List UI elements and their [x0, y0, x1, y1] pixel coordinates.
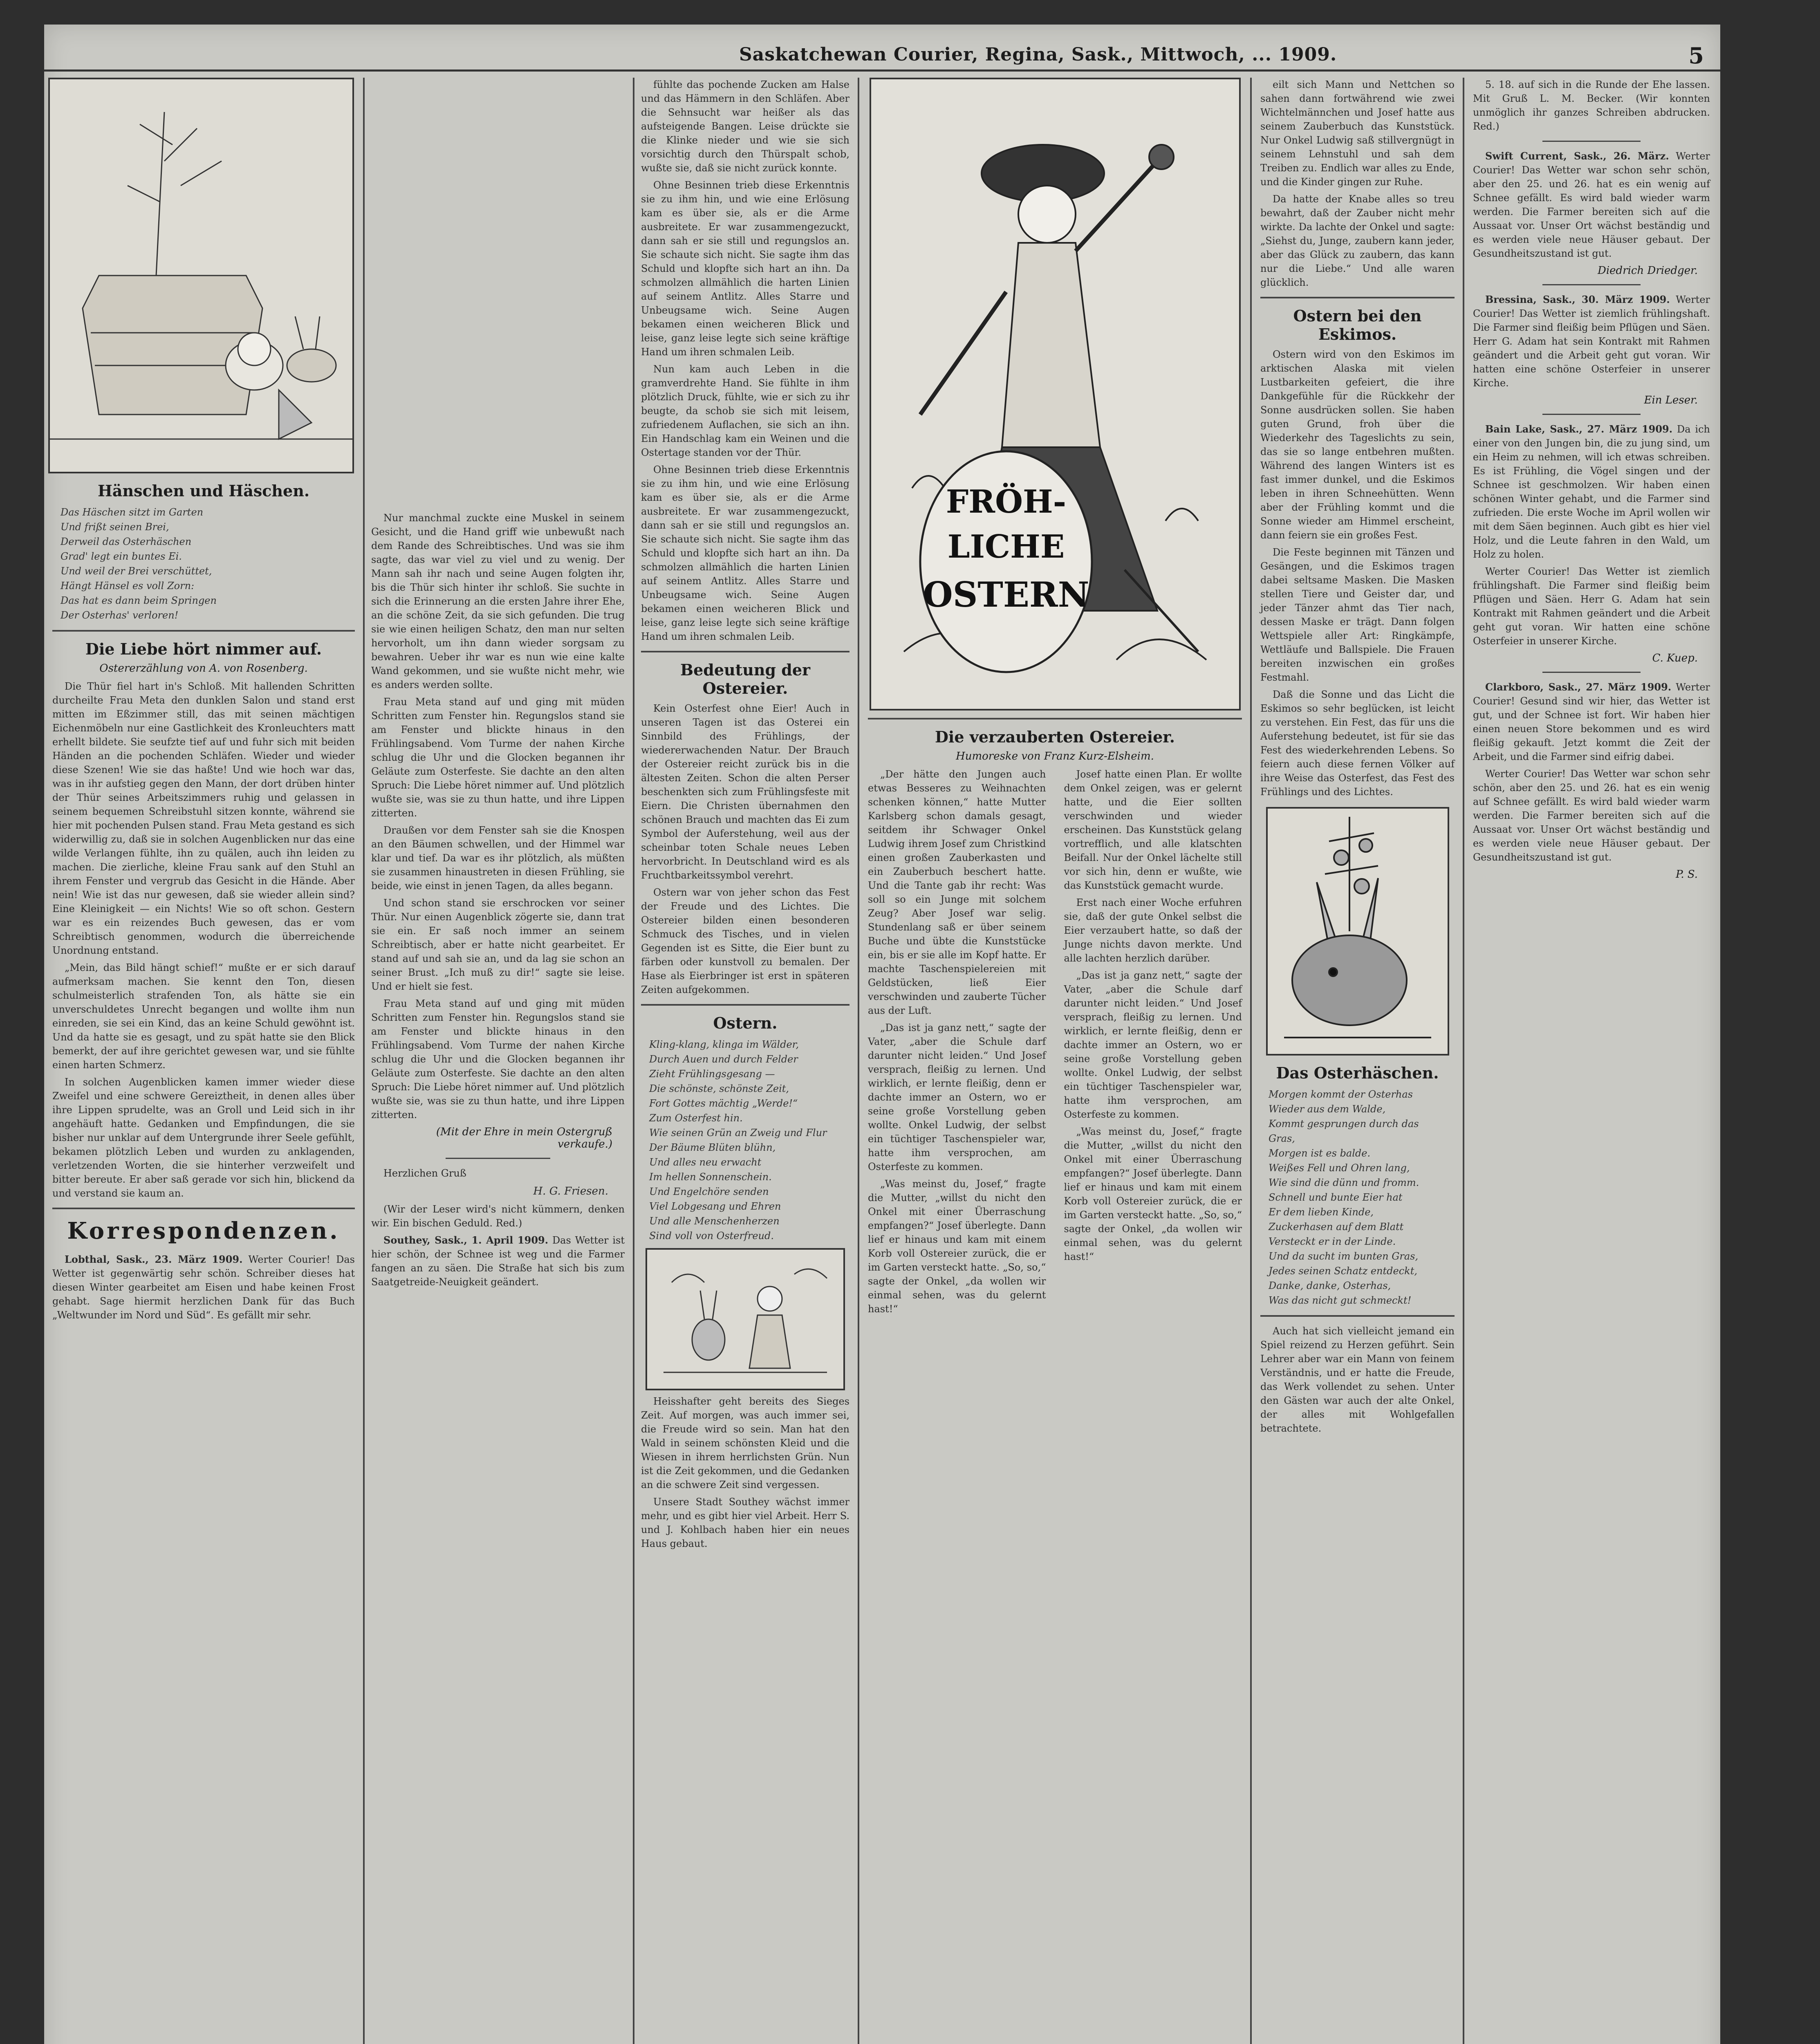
page-number: 5 — [1688, 43, 1704, 69]
correspondent-name: Ein Leser. — [1644, 394, 1698, 406]
poem-line: Zuckerhasen auf dem Blatt — [1269, 1221, 1404, 1233]
paragraph: Frau Meta stand auf und ging mit müden Schritten zum Fenster hin. Regungslos stand sie am Fenster und blickte hinaus in den Frühlingsabend. Vom Turme der nahen Kirche schlug die Uhr und die Glocken begannen ihr Geläute zum Osterfeste. Sie dachte an den alten Spruch: Die Liebe höret nimmer auf. Und plötzlich wußte sie, was sie zu thun hatte, und ihre Lippen zitterten. — [371, 998, 625, 1121]
paragraph: Kein Osterfest ohne Eier! Auch in unseren Tagen ist das Osterei ein Sinnbild des Frühlings, der wiedererwachenden Natur. Der Brauch der Ostereier reicht zurück bis in die ältesten Zeiten. Schon die alten Perser beschenkten sich zum Frühlingsfeste mit Eiern. Die Christen übernahmen den schönen Brauch und machten das Ei zum Symbol der Auferstehung, weil aus der scheinbar toten Schale neues Leben hervorbricht. In Deutschland wird es als Fruchtbarkeitssymbol verehrt. — [641, 703, 849, 881]
poem-line: Hängt Hänsel es voll Zorn: — [61, 580, 195, 592]
correspondence-place: Swift Current, Sask., 26. März. — [1485, 150, 1669, 162]
ostern-title: Ostern. — [713, 1014, 778, 1032]
newspaper-page — [44, 25, 1720, 2044]
greeting: Herzlichen Gruß — [383, 1168, 466, 1179]
correspondence-text: Werter Courier! Das Wetter ist gegenwärtig sehr schön. Schreiber dieses hat diesen Winter gearbeitet am Eisen und habe keinen Frost gehabt. Sage hiermit herzlichen Dank für das Buch „Weltwunder im Nord und Süd“. Es gefällt mir sehr. — [52, 1254, 355, 1321]
poem-line: Wie seinen Grün an Zweig und Flur — [649, 1127, 827, 1139]
column-3-text — [641, 78, 849, 643]
correspondence-text: Da ich einer von den Jungen bin, die zu jung sind, um ein Heim zu nehmen, will ich etwas schreiben. Es ist Frühling, die Vögel singen und der Schnee ist geschmolzen. Wir haben einen schönen Winter gehabt, und die Farmer sind zufrieden. Die erste Woche im April wollen wir mit dem Säen beginnen. Auch gibt es hier viel Holz, und die Leute fahren in den Wald, um Holz zu holen. — [1473, 424, 1710, 560]
children-easter-vignette — [646, 1248, 845, 1390]
correspondence-swift-current — [1473, 149, 1710, 260]
story-subtitle-eier: Humoreske von Franz Kurz-Elsheim. — [956, 750, 1154, 762]
paragraph: Frau Meta stand auf und ging mit müden Schritten zum Fenster hin. Regungslos stand sie am Fenster und blickte hinaus in den Frühlingsabend. Vom Turme der nahen Kirche schlug die Uhr und die Glocken begannen ihr Geläute zum Osterfeste. Sie dachte an den alten Spruch: Die Liebe höret nimmer auf. Und plötzlich wußte sie, was sie zu thun hatte, und ihre Lippen zitterten. — [371, 696, 625, 819]
correspondent-name: C. Kuep. — [1652, 652, 1698, 664]
poem-line: Der Bäume Blüten blühn, — [649, 1142, 776, 1153]
correspondence-text: Das Wetter ist hier schön, der Schnee ist weg und die Farmer fangen an zu säen. Die Straße hat sich bis zum Saatgetreide-Neuigkeit geändert. — [371, 1235, 625, 1288]
poem-line: Und alles neu erwacht — [649, 1156, 762, 1168]
poem-line: Grad' legt ein buntes Ei. — [61, 551, 182, 562]
paragraph: In solchen Augenblicken kamen immer wieder diese Zweifel und eine schwere Gereiztheit, in denen alles über ihre Lippen sprudelte, was an Groll und Leid sich in ihr angehäuft hatte. Gedanken und Empfindungen, die sie bisher nur unklar auf dem Untergrunde ihrer Seele gefühlt, bekamen plötzlich Leben und wurden zu anklagenden, verletzenden Worten, die sie hinterher verzweifelt und bitter bereute. Er aber saß gerade vor sich hin, blickend da und verstand sie kaum an. — [52, 1076, 355, 1199]
poem-line: Er dem lieben Kinde, — [1269, 1206, 1374, 1218]
correspondence-text: Werter Courier! Das Wetter war schon sehr schön, aber den 25. und 26. hat es ein wenig auf Schnee gefällt. Es wird bald wieder warm werden. Die Farmer bereiten sich auf die Aussaat vor. Unser Ort wächst beständig und es werden viele neue Häuser gebaut. Der Gesundheitszustand ist gut. — [1473, 150, 1710, 259]
story-title: Die Liebe hört nimmer auf. — [85, 640, 322, 658]
column-rule — [1250, 78, 1252, 2044]
column-3 — [637, 78, 854, 2044]
frohliche-ostern-illustration — [870, 78, 1241, 710]
column-1 — [48, 78, 629, 2044]
column-rule — [858, 78, 859, 2044]
poem-line: Kling-klang, klinga im Wälder, — [649, 1039, 799, 1050]
poem-line: Im hellen Sonnenschein. — [649, 1171, 772, 1183]
paragraph: Ohne Besinnen trieb diese Erkenntnis sie zu ihm hin, und wie eine Erlösung kam es über sie, als er die Arme ausbreitete. Er war zusammengezuckt, dann sah er sie still und regungslos an. Sie schaute sich nicht. Sie sagte ihm das Schuld und klopfte sich hart an ihn. Da schmolzen allmählich die harten Linien auf seinem Antlitz. Alles Starre und Unbeugsame wich. Seine Augen bekamen einen weicheren Blick und leise, ganz leise legte sich seine kräftige Hand um ihren schmalen Leib. — [641, 179, 849, 358]
illustration-drawing — [50, 79, 352, 472]
masthead-title: Saskatchewan Courier, Regina, Sask., Mittwoch, ... 1909. — [739, 44, 1337, 65]
easter-lady-drawing — [871, 79, 1239, 709]
paragraph: Nur manchmal zuckte eine Muskel in seinem Gesicht, und die Hand griff wie unbewußt nach dem Rande des Schreibtisches. Und was sie ihm sagte, das war viel zu viel und zu wenig. Der Mann sah ihr nach und seine Augen folgten ihr, bis die Thür sich hinter ihr schloß. Sie suchte in sich die Erinnerung an die ersten Jahre ihrer Ehe, an die schöne Zeit, da sie sich gefunden. Die trug sie wie einen heiligen Schatz, den man nur selten hervorholt, um ihn dann wieder sorgsam zu bewahren. Ueber ihr war es nun wie eine kalte Wand gekommen, und sie wußte nicht mehr, wie es anders werden sollte. — [371, 512, 625, 690]
correspondence-place: Clarkboro, Sask., 27. März 1909. — [1485, 681, 1672, 693]
paragraph: „Mein, das Bild hängt schief!“ mußte er er sich darauf aufmerksam machen. Sie kennt den Ton, diesen schulmeisterlich strafenden Ton, als hätte sie ein unverschuldetes Unrecht begangen und wollte ihm nun einreden, sie sei ein Kind, das an keine Schuld gewöhnt ist. Und da hatte sie es gesagt, und zu spät hatte sie den Blick bemerkt, der auf ihre gerichtet gewesen war, und sie fühlte einen harten Schmerz. — [52, 962, 355, 1071]
correspondence-bressina — [1473, 293, 1710, 390]
correspondent-name: H. G. Friesen. — [533, 1185, 608, 1197]
paragraph: „Das ist ja ganz nett,“ sagte der Vater, „aber die Schule darf darunter nicht leiden.“ Und Josef versprach, fleißig zu lernen. Und wirklich, er lernte fleißig, denn er dachte immer an Ostern, wo er seine große Vorstellung geben wollte. Onkel Ludwig, der selbst ein tüchtiger Taschenspieler war, hatte ihm versprochen, am Osterfeste zu kommen. — [868, 1022, 1046, 1172]
poem-line: Und da sucht im bunten Gras, — [1269, 1251, 1419, 1262]
column-5 — [1256, 78, 1459, 2044]
paragraph: Auch hat sich vielleicht jemand ein Spiel reizend zu Herzen geführt. Sein Lehrer aber war ein Mann von feinem Verständnis, und er hatte die Freude, das Werk vollendet zu sehen. Unter den Gästen war auch der alte Onkel, der alles mit Wohlgefallen betrachtete. — [1260, 1325, 1455, 1434]
child-and-bunny-illustration — [48, 78, 354, 473]
paragraph: 5. 18. auf sich in die Runde der Ehe lassen. Mit Gruß L. M. Becker. (Wir konnten unmöglich ihr ganzes Schreiben abdrucken. Red.) — [1473, 79, 1710, 132]
poem-line: Viel Lobgesang und Ehren — [649, 1201, 781, 1212]
poem-line: Und frißt seinen Brei, — [61, 521, 169, 533]
poem-line: Der Osterhas' verloren! — [61, 610, 179, 621]
poem-line: Die schönste, schönste Zeit, — [649, 1083, 789, 1094]
paragraph: Und schon stand sie erschrocken vor seiner Thür. Nur einen Augenblick zögerte sie, dann trat sie ein. Er saß noch immer an seinem Schreibtisch, aber er hatte nicht gearbeitet. Er stand auf und sah sie an, und da lag sie schon an seiner Brust. „Ich muß zu dir!“ sagte sie leise. Und er hielt sie fest. — [371, 897, 625, 992]
paragraph: Josef hatte einen Plan. Er wollte dem Onkel zeigen, was er gelernt hatte, und die Eier sollten verschwinden und wieder erscheinen. Das Kunststück gelang vortrefflich, und alle klatschten Beifall. Nur der Onkel lächelte still vor sich hin, denn er wußte, wie das Kunststück gemacht wurde. — [1064, 769, 1242, 891]
ostern-poem — [649, 1037, 841, 1243]
haschen-title: Das Osterhäschen. — [1276, 1064, 1439, 1082]
poem-line: Derweil das Osterhäschen — [61, 536, 192, 547]
story-subtitle: Ostererzählung von A. von Rosenberg. — [99, 662, 308, 675]
column-6 — [1469, 78, 1714, 2044]
paragraph: „Das ist ja ganz nett,“ sagte der Vater, „aber die Schule darf darunter nicht leiden.“ Und Josef versprach, fleißig zu lernen. Und wirklich, er lernte fleißig, denn er dachte immer an Ostern, wo er seine große Vorstellung geben wollte. Onkel Ludwig, der selbst ein tüchtiger Taschenspieler war, hatte ihm versprochen, am Osterfeste zu kommen. — [1064, 970, 1242, 1120]
poem-line: Durch Auen und durch Felder — [649, 1053, 798, 1065]
column-2-text — [371, 511, 625, 1122]
paragraph: Ostern wird von den Eskimos im arktischen Alaska mit vielen Lustbarkeiten gefeiert, die ihre Dankgefühle für die Rückkehr der Sonne ausdrücken sollen. Sie haben guten Grund, froh über die Wiederkehr des Tageslichts zu sein, das sie so lange entbehren mußten. Während des langen Winters ist es fast immer dunkel, und die Eskimos leben in ihren Schneehütten. Wenn aber der Frühling kommt und die Sonne wieder am Himmel erscheint, dann feiern sie ein großes Fest. — [1260, 349, 1455, 541]
story-title-eier: Die verzauberten Ostereier. — [935, 728, 1175, 746]
rabbit-drawing — [1268, 809, 1448, 1054]
poem-line: Morgen ist es balde. — [1269, 1148, 1371, 1159]
column-2 — [367, 78, 629, 1325]
paragraph: Unsere Stadt Southey wächst immer mehr, und es gibt hier viel Arbeit. Herr S. und J. Kohlbach haben hier ein neues Haus gebaut. — [641, 1496, 849, 1549]
poem-line: Jedes seinen Schatz entdeckt, — [1269, 1265, 1417, 1277]
story-body — [52, 679, 355, 1200]
editor-note: (Wir der Leser wird's nicht kümmern, denken wir. Ein bischen Geduld. Red.) — [371, 1204, 625, 1229]
masthead — [44, 37, 1720, 72]
column-rule — [1463, 78, 1464, 2044]
poem-line: Versteckt er in der Linde. — [1269, 1236, 1396, 1247]
poem-line: Zieht Frühlingsgesang — — [649, 1068, 775, 1080]
story-left-column — [868, 767, 1046, 1319]
poem-line: Zum Osterfest hin. — [649, 1112, 743, 1124]
correspondence-text: Werter Courier! Gesund sind wir hier, das Wetter ist gut, und der Schnee ist fort. Wir haben hier einen neuen Store bekommen und es wird fleißig gekauft. Jetzt kommt die Zeit der Arbeit, und die Farmer sind eifrig dabei. — [1473, 681, 1710, 762]
paragraph: Da hatte der Knabe alles so treu bewahrt, daß der Zauber nicht mehr wirkte. Da lachte der Onkel und sagte: „Siehst du, Junge, zaubern kann jeder, aber das Glück zu zaubern, das kann nur die Liebe.“ Und alle waren glücklich. — [1260, 193, 1455, 288]
column-5-top — [1260, 78, 1455, 289]
correspondence-place: Bressina, Sask., 30. März 1909. — [1485, 294, 1670, 305]
paragraph: Nun kam auch Leben in die gramverdrehte Hand. Sie fühlte in ihm plötzlich Druck, fühlte, wie er sich zu ihr beugte, da schob sie sich mit leisem, zufriedenem Auflachen, sie sich an ihn. Ein Handschlag kam ein Weinen und die Ostertage standen vor der Thür. — [641, 363, 849, 458]
paragraph: Werter Courier! Das Wetter war schon sehr schön, aber den 25. und 26. hat es ein wenig auf Schnee gefällt. Es wird bald wieder warm werden. Die Farmer bereiten sich auf die Aussaat vor. Unser Ort wächst beständig und es werden viele neue Häuser gebaut. Der Gesundheitszustand ist gut. — [1473, 768, 1710, 863]
correspondence-place: Southey, Sask., 1. April 1909. — [383, 1234, 549, 1246]
correspondence-title: Korrespondenzen. — [67, 1217, 340, 1244]
bedeutung-title: Bedeutung der Ostereier. — [680, 661, 811, 697]
correspondence-2 — [371, 1166, 625, 1289]
poem-line: Und alle Menschenherzen — [649, 1215, 780, 1227]
paragraph: fühlte das pochende Zucken am Halse und das Hämmern in den Schläfen. Aber die Sehnsucht war heißer als das aufsteigende Bangen. Leise drückte sie die Klinke nieder und wie sie sich vorsichtig durch den Thürspalt schob, wußte sie, daß sie nicht zurück konnte. — [641, 79, 849, 174]
paragraph: Erst nach einer Woche erfuhren sie, daß der gute Onkel selbst die Eier verzaubert hatte, so daß der Junge nichts davon merkte. Und alle lachten herzlich darüber. — [1064, 897, 1242, 964]
story-two-columns — [864, 767, 1246, 1319]
correspondence-bain-lake — [1473, 422, 1710, 648]
poem-line: Wieder aus dem Walde, — [1269, 1103, 1386, 1115]
correspondence-place: Bain Lake, Sask., 27. März 1909. — [1485, 423, 1673, 435]
paragraph: Ostern war von jeher schon das Fest der Freude und des Lichtes. Die Ostereier bilden einen besonderen Schmuck des Tisches, und in vielen Gegenden ist es Sitte, die Eier bunt zu färben oder kunstvoll zu bemalen. Der Hase als Eierbringer ist erst in späteren Zeiten aufgekommen. — [641, 887, 849, 995]
correspondence-place: Lobthal, Sask., 23. März 1909. — [65, 1253, 243, 1265]
correspondence-text: Werter Courier! Das Wetter ist ziemlich frühlingshaft. Die Farmer sind fleißig beim Pflügen und Säen. Herr G. Adam hat sein Kontrakt mit Rahmen geändert und die Arbeit geht gut voran. Wir hatten eine schöne Osterfeier in unserer Kirche. — [1473, 294, 1710, 389]
paragraph: Daß die Sonne und das Licht die Eskimos so sehr beglücken, ist leicht zu verstehen. Ein Fest, das für uns die Auferstehung bedeutet, ist für sie das Fest des wiederkehrenden Lebens. So feiern auch diese fernen Völker auf ihre Weise das Osterfest, das Fest des Frühlings und des Lichtes. — [1260, 689, 1455, 798]
eskimo-title: Ostern bei den Eskimos. — [1293, 307, 1422, 343]
vignette-drawing — [647, 1250, 843, 1389]
paragraph: eilt sich Mann und Nettchen so sahen dann fortwährend wie zwei Wichtelmännchen und Josef hatte aus seinem Zauberbuch das Kunststück. Nur Onkel Ludwig saß stillvergnügt in seinem Lehnstuhl und sah dem Treiben zu. Endlich war alles zu Ende, und die Kinder gingen zur Ruhe. — [1260, 79, 1455, 188]
story-right-column — [1064, 767, 1242, 1319]
correspondence-body — [52, 1253, 355, 1322]
poem-line: Kommt gesprungen durch das Gras, — [1269, 1118, 1419, 1144]
poem-haenschen — [61, 505, 347, 623]
poem-line: Weißes Fell und Ohren lang, — [1269, 1162, 1410, 1174]
column-3-bottom — [641, 1394, 849, 1551]
poem-line: Was das nicht gut schmeckt! — [1269, 1295, 1412, 1306]
paragraph: Ohne Besinnen trieb diese Erkenntnis sie zu ihm hin, und wie eine Erlösung kam es über sie, als er die Arme ausbreitete. Er war zusammengezuckt, dann sah er sie still und regungslos an. Sie schaute sich nicht. Sie sagte ihm das Schuld und klopfte sich hart an ihn. Da schmolzen allmählich die harten Linien auf seinem Antlitz. Alles Starre und Unbeugsame wich. Seine Augen bekamen einen weicheren Blick und leise, ganz leise legte sich seine kräftige Hand um ihren schmalen Leib. — [641, 464, 849, 642]
poem-line: Das hat es dann beim Springen — [61, 595, 217, 606]
column-6-top — [1473, 78, 1710, 133]
paragraph: Die Thür fiel hart in's Schloß. Mit hallenden Schritten durcheilte Frau Meta den dunklen Salon und stand erst mitten im Eßzimmer still, das mit seinen mächtigen Eichenmöbeln nur eine Gastlichkeit des Kronleuchters matt erhellt bildete. Sie seufzte tief auf und fuhr sich mit beiden Händen an die pochenden Schläfen. Wieder und wieder diese Szenen! Wie sie das haßte! Und wie hoch war das, was in ihr aufstieg gegen den Mann, der dort drüben hinter der Thür seines Arbeitszimmers ruhig und gelassen in seinem bequemen Schreibstuhl sitzen konnte, während sie hier mit pochenden Pulsen stand. Frau Meta gestand es sich widerwillig zu, daß sie in solchen Augenblicken nur das eine wilde Verlangen fühlte, ihn zu quälen, auch ihn leiden zu machen. Die zierliche, kleine Frau sank auf den Stuhl an ihrem Fenster und vergrub das Gesicht in die Hände. Aber nein! Wie ist das nur gewesen, daß sie wieder allein sind? Eine Kleinigkeit — ein Nichts! Wie so oft schon. Gestern war es ein reizendes Buch gewesen, das er vom Schreibtisch genommen, wodurch die überreichende Unordnung entstand. — [52, 681, 355, 956]
illustration-title-line1: FRÖH- — [946, 483, 1066, 520]
illustration-title-line2: LICHE — [947, 528, 1065, 565]
poem-line: Sind voll von Osterfreud. — [649, 1230, 774, 1242]
paragraph: „Was meinst du, Josef,“ fragte die Mutter, „willst du nicht den Onkel mit einer Überraschung empfangen?“ Josef überlegte. Dann lief er hinaus und kam mit einem Korb voll Ostereier zurück, die er im Garten versteckt hatte. „So, so,“ sagte der Onkel, „da wollen wir einmal sehen, was du gelernt hast!“ — [1064, 1126, 1242, 1262]
column-rule — [633, 78, 634, 2044]
poem-line: Morgen kommt der Osterhas — [1269, 1089, 1413, 1100]
correspondence-clarkboro — [1473, 680, 1710, 864]
paragraph: Werter Courier! Das Wetter ist ziemlich frühlingshaft. Die Farmer sind fleißig beim Pflügen und Säen. Herr G. Adam hat sein Kontrakt mit Rahmen geändert und die Arbeit geht gut voran. Wir hatten eine schöne Osterfeier in unserer Kirche. — [1473, 566, 1710, 647]
poem-line: Danke, danke, Osterhas, — [1269, 1280, 1391, 1291]
rabbit-illustration — [1266, 807, 1449, 1056]
column-5-bottom — [1260, 1324, 1455, 1435]
poem-line: Schnell und bunte Eier hat — [1269, 1192, 1403, 1203]
paragraph: Die Feste beginnen mit Tänzen und Gesängen, und die Eskimos tragen dabei seltsame Masken. Die Masken stellen Tiere und Geister dar, und jeder Tänzer ahmt das Tier nach, dessen Maske er trägt. Dann folgen Wettspiele aller Art: Ringkämpfe, Wettläufe und Ballspiele. Die Frauen bereiten inzwischen ein großes Festmahl. — [1260, 547, 1455, 683]
paragraph: „Der hätte den Jungen auch etwas Besseres zu Weihnachten schenken können,“ hatte Mutter Karlsberg schon damals gesagt, seitdem ihr Schwager Onkel Ludwig ihrem Josef zum Christkind einen großen Zauberkasten und ein Zauberbuch beschert hatte. Und die Tante gab ihr recht: Was soll so ein Junge mit solchem Zeug? Aber Josef war selig. Stundenlang saß er über seinem Buche und übte die Kunststücke ein, bis er sie alle im Kopf hatte. Er machte Taschenspielereien mit Geldstücken, ließ Eier verschwinden und zauberte Tücher aus der Luft. — [868, 769, 1046, 1016]
poem-line: Und weil der Brei verschüttet, — [61, 565, 212, 577]
eskimo-body — [1260, 347, 1455, 799]
column-4 — [864, 78, 1246, 2044]
paragraph: Draußen vor dem Fenster sah sie die Knospen an den Bäumen schwellen, und der Himmel war klar und tief. Da war es ihr plötzlich, als müßten sie zusammen hinaustreten in diesen Frühling, sie beide, wie einst in jenen Tagen, da alles begann. — [371, 825, 625, 892]
poem-line: Das Häschen sitzt im Garten — [61, 507, 204, 518]
paragraph: Heisshafter geht bereits des Sieges Zeit. Auf morgen, was auch immer sei, die Freude wird so sein. Man hat den Wald in seinem schönsten Kleid und die Wiesen in ihrem herrlichsten Grün. Nun ist die Zeit gekommen, und die Gedanken an die schwere Zeit sind vergessen. — [641, 1396, 849, 1490]
haschen-poem — [1269, 1087, 1446, 1308]
poem-line: Wie sind die dünn und fromm. — [1269, 1177, 1419, 1188]
illustration-caption: Hänschen und Häschen. — [97, 482, 310, 500]
signature: (Mit der Ehre in mein Ostergruß verkaufe.) — [436, 1126, 612, 1150]
correspondent-name: P. S. — [1676, 868, 1698, 881]
poem-line: Fort Gottes mächtig „Werde!“ — [649, 1098, 798, 1109]
illustration-title-line3: OSTERN — [923, 574, 1089, 615]
correspondent-name: Diedrich Driedger. — [1598, 264, 1698, 277]
bedeutung-body — [641, 702, 849, 997]
poem-line: Und Engelchöre senden — [649, 1186, 769, 1197]
paragraph: „Was meinst du, Josef,“ fragte die Mutter, „willst du nicht den Onkel mit einer Überraschung empfangen?“ Josef überlegte. Dann lief er hinaus und kam mit einem Korb voll Ostereier zurück, die er im Garten versteckt hatte. „So, so,“ sagte der Onkel, „da wollen wir einmal sehen, was du gelernt hast!“ — [868, 1178, 1046, 1315]
